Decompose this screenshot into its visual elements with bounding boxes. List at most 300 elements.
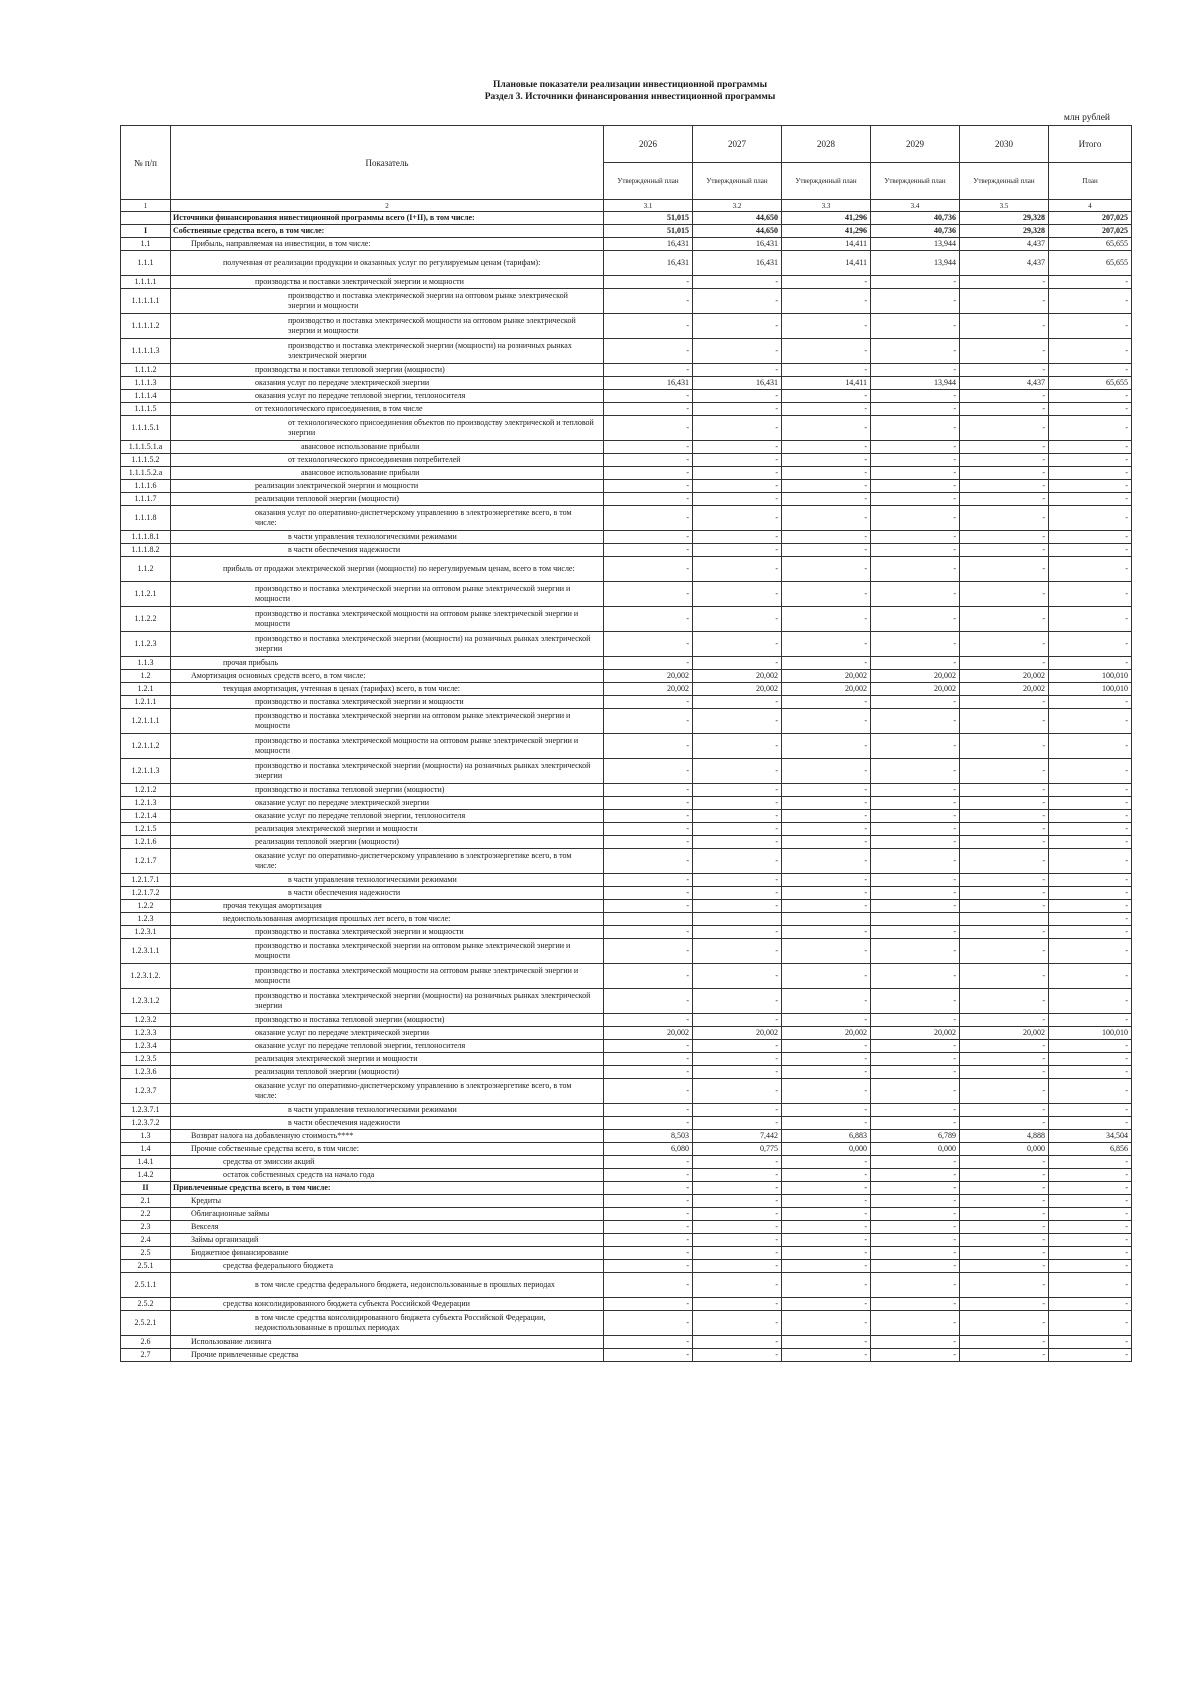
- col-number: 3.2: [693, 200, 782, 212]
- row-number: 1.3: [121, 1130, 171, 1143]
- row-number: 1.2.3.1.2.: [121, 964, 171, 989]
- row-label: Источники финансирования инвестиционной программы всего (I+II), в том числе:: [171, 212, 604, 225]
- row-total-value: -: [1049, 1040, 1132, 1053]
- row-year-value: -: [693, 632, 782, 657]
- table-row: [121, 683, 1132, 696]
- row-total-value: -: [1049, 1311, 1132, 1336]
- row-year-value: 8,503: [604, 1130, 693, 1143]
- row-year-value: 20,002: [960, 670, 1049, 683]
- row-year-value: 6,080: [604, 1143, 693, 1156]
- header-year: 2027: [693, 126, 782, 163]
- row-year-value: -: [604, 657, 693, 670]
- row-label: в части управления технологическими режимами: [171, 1104, 604, 1117]
- table-row: [121, 1311, 1132, 1336]
- row-label: полученная от реализации продукции и оказанных услуг по регулируемым ценам (тарифам):: [171, 251, 604, 276]
- row-year-value: 20,002: [871, 683, 960, 696]
- row-total-value: -: [1049, 1104, 1132, 1117]
- row-year-value: 20,002: [871, 1027, 960, 1040]
- row-label: реализации тепловой энергии (мощности): [171, 1066, 604, 1079]
- row-year-value: -: [960, 1273, 1049, 1298]
- row-year-value: -: [960, 632, 1049, 657]
- row-year-value: -: [693, 314, 782, 339]
- row-total-value: -: [1049, 289, 1132, 314]
- row-number: 1.2.2: [121, 900, 171, 913]
- row-number: 1.1.1.1.2: [121, 314, 171, 339]
- row-total-value: -: [1049, 493, 1132, 506]
- header-plan-type: Утвержденный план: [693, 163, 782, 200]
- table-row: [121, 454, 1132, 467]
- row-year-value: -: [871, 557, 960, 582]
- row-total-value: -: [1049, 810, 1132, 823]
- table-row: [121, 238, 1132, 251]
- row-total-value: -: [1049, 1336, 1132, 1349]
- row-year-value: -: [604, 759, 693, 784]
- table-row: [121, 390, 1132, 403]
- row-year-value: -: [693, 289, 782, 314]
- row-total-value: -: [1049, 531, 1132, 544]
- table-row: [121, 251, 1132, 276]
- row-year-value: -: [693, 797, 782, 810]
- row-total-value: 100,010: [1049, 670, 1132, 683]
- row-year-value: -: [693, 493, 782, 506]
- header-year: 2030: [960, 126, 1049, 163]
- row-year-value: -: [693, 339, 782, 364]
- row-year-value: -: [960, 836, 1049, 849]
- row-year-value: -: [960, 823, 1049, 836]
- row-label: производства и поставки тепловой энергии (мощности): [171, 364, 604, 377]
- row-label: Прибыль, направляемая на инвестиции, в том числе:: [171, 238, 604, 251]
- row-year-value: -: [693, 849, 782, 874]
- row-number: 2.2: [121, 1208, 171, 1221]
- row-year-value: -: [782, 1104, 871, 1117]
- row-year-value: -: [693, 557, 782, 582]
- row-total-value: -: [1049, 900, 1132, 913]
- row-year-value: -: [604, 1040, 693, 1053]
- row-year-value: -: [693, 1311, 782, 1336]
- row-year-value: -: [782, 964, 871, 989]
- row-year-value: 20,002: [693, 683, 782, 696]
- row-year-value: -: [604, 964, 693, 989]
- row-label: реализации электрической энергии и мощности: [171, 480, 604, 493]
- row-label: реализации тепловой энергии (мощности): [171, 493, 604, 506]
- row-label: авансовое использование прибыли: [171, 441, 604, 454]
- row-number: 1.4.2: [121, 1169, 171, 1182]
- row-year-value: -: [693, 810, 782, 823]
- row-year-value: -: [871, 657, 960, 670]
- row-year-value: 0,775: [693, 1143, 782, 1156]
- table-row: [121, 1040, 1132, 1053]
- table-row: [121, 1143, 1132, 1156]
- table-row: [121, 797, 1132, 810]
- row-year-value: -: [693, 544, 782, 557]
- row-year-value: -: [604, 900, 693, 913]
- row-year-value: -: [871, 493, 960, 506]
- row-year-value: -: [871, 849, 960, 874]
- row-year-value: 13,944: [871, 251, 960, 276]
- row-year-value: -: [604, 810, 693, 823]
- row-label: в части обеспечения надежности: [171, 1117, 604, 1130]
- table-row: [121, 964, 1132, 989]
- row-year-value: -: [871, 416, 960, 441]
- row-number: 1.2.1.1.2: [121, 734, 171, 759]
- row-year-value: -: [693, 823, 782, 836]
- row-year-value: -: [871, 874, 960, 887]
- col-number: 3.5: [960, 200, 1049, 212]
- row-year-value: -: [871, 1311, 960, 1336]
- row-year-value: -: [693, 1169, 782, 1182]
- row-number: 1.1.1.7: [121, 493, 171, 506]
- row-year-value: -: [960, 314, 1049, 339]
- row-number: 1.1.1.1.1: [121, 289, 171, 314]
- row-label: в части управления технологическими режимами: [171, 531, 604, 544]
- row-year-value: -: [960, 849, 1049, 874]
- row-label: оказания услуг по передаче электрической энергии: [171, 377, 604, 390]
- row-year-value: [782, 913, 871, 926]
- header-plan-type: Утвержденный план: [782, 163, 871, 200]
- row-year-value: -: [960, 1182, 1049, 1195]
- row-year-value: -: [604, 1234, 693, 1247]
- row-number: 1.2: [121, 670, 171, 683]
- row-year-value: -: [693, 1066, 782, 1079]
- col-number: 2: [171, 200, 604, 212]
- row-label: в части управления технологическими режимами: [171, 874, 604, 887]
- row-year-value: -: [693, 1273, 782, 1298]
- row-total-value: -: [1049, 696, 1132, 709]
- row-year-value: -: [871, 1234, 960, 1247]
- row-year-value: 4,888: [960, 1130, 1049, 1143]
- row-label: оказание услуг по передаче тепловой энергии, теплоносителя: [171, 1040, 604, 1053]
- row-year-value: -: [782, 607, 871, 632]
- row-year-value: -: [871, 467, 960, 480]
- row-number: 1.2.1.5: [121, 823, 171, 836]
- row-year-value: -: [782, 1117, 871, 1130]
- row-year-value: 51,015: [604, 225, 693, 238]
- table-row: [121, 1182, 1132, 1195]
- row-number: 1.2.3.7.1: [121, 1104, 171, 1117]
- row-label: авансовое использование прибыли: [171, 467, 604, 480]
- table-row: [121, 784, 1132, 797]
- col-number: 3.3: [782, 200, 871, 212]
- row-year-value: 6,789: [871, 1130, 960, 1143]
- row-year-value: 44,650: [693, 212, 782, 225]
- row-year-value: -: [960, 1014, 1049, 1027]
- row-year-value: -: [604, 416, 693, 441]
- row-year-value: -: [693, 506, 782, 531]
- row-total-value: -: [1049, 506, 1132, 531]
- row-total-value: -: [1049, 964, 1132, 989]
- row-total-value: -: [1049, 1053, 1132, 1066]
- row-year-value: -: [960, 1221, 1049, 1234]
- row-year-value: -: [693, 836, 782, 849]
- row-year-value: -: [960, 1040, 1049, 1053]
- row-number: 1.2.3.5: [121, 1053, 171, 1066]
- row-year-value: -: [871, 531, 960, 544]
- table-row: [121, 1336, 1132, 1349]
- row-number: 1.1.1.5.1: [121, 416, 171, 441]
- table-row: [121, 607, 1132, 632]
- table-row: [121, 1156, 1132, 1169]
- row-year-value: -: [871, 403, 960, 416]
- row-year-value: -: [871, 1156, 960, 1169]
- row-year-value: 6,883: [782, 1130, 871, 1143]
- row-number: [121, 212, 171, 225]
- row-year-value: -: [871, 810, 960, 823]
- row-label: Собственные средства всего, в том числе:: [171, 225, 604, 238]
- row-number: I: [121, 225, 171, 238]
- row-year-value: -: [960, 607, 1049, 632]
- row-year-value: 20,002: [693, 670, 782, 683]
- row-year-value: -: [871, 506, 960, 531]
- row-total-value: -: [1049, 276, 1132, 289]
- row-year-value: -: [782, 784, 871, 797]
- row-label: Привлеченные средства всего, в том числе:: [171, 1182, 604, 1195]
- row-year-value: 20,002: [782, 670, 871, 683]
- row-total-value: -: [1049, 1247, 1132, 1260]
- row-total-value: -: [1049, 1117, 1132, 1130]
- row-year-value: -: [782, 874, 871, 887]
- row-year-value: 0,000: [871, 1143, 960, 1156]
- row-year-value: -: [782, 926, 871, 939]
- row-year-value: -: [960, 364, 1049, 377]
- row-label: производство и поставка тепловой энергии (мощности): [171, 1014, 604, 1027]
- row-year-value: -: [782, 836, 871, 849]
- row-year-value: -: [693, 874, 782, 887]
- row-year-value: -: [604, 1221, 693, 1234]
- row-year-value: -: [871, 1349, 960, 1362]
- row-year-value: 16,431: [604, 377, 693, 390]
- row-year-value: -: [782, 454, 871, 467]
- row-year-value: -: [960, 810, 1049, 823]
- row-year-value: 40,736: [871, 212, 960, 225]
- row-number: 2.5.2.1: [121, 1311, 171, 1336]
- table-row: [121, 314, 1132, 339]
- row-year-value: 16,431: [693, 251, 782, 276]
- table-row: [121, 1221, 1132, 1234]
- row-number: 1.1: [121, 238, 171, 251]
- row-year-value: -: [960, 1195, 1049, 1208]
- row-label: средства федерального бюджета: [171, 1260, 604, 1273]
- row-total-value: -: [1049, 657, 1132, 670]
- row-year-value: -: [604, 797, 693, 810]
- row-year-value: -: [960, 480, 1049, 493]
- row-label: производство и поставка электрической энергии (мощности) на розничных рынках электрической энергии: [171, 989, 604, 1014]
- row-total-value: -: [1049, 1156, 1132, 1169]
- row-year-value: -: [693, 467, 782, 480]
- row-year-value: -: [960, 531, 1049, 544]
- row-year-value: -: [960, 926, 1049, 939]
- row-year-value: -: [871, 454, 960, 467]
- row-number: 1.2.3.6: [121, 1066, 171, 1079]
- table-row: [121, 276, 1132, 289]
- table-body: [121, 212, 1132, 1362]
- header-year: 2026: [604, 126, 693, 163]
- row-label: Облигационные займы: [171, 1208, 604, 1221]
- row-year-value: -: [960, 276, 1049, 289]
- row-number: 1.4: [121, 1143, 171, 1156]
- row-year-value: 13,944: [871, 377, 960, 390]
- table-row: [121, 480, 1132, 493]
- row-number: 1.1.1: [121, 251, 171, 276]
- row-year-value: 20,002: [782, 1027, 871, 1040]
- row-year-value: -: [871, 784, 960, 797]
- row-year-value: -: [782, 759, 871, 784]
- row-year-value: -: [871, 1208, 960, 1221]
- row-number: 1.1.1.5.2: [121, 454, 171, 467]
- row-year-value: -: [782, 339, 871, 364]
- row-year-value: -: [782, 696, 871, 709]
- row-year-value: 29,328: [960, 212, 1049, 225]
- row-year-value: -: [871, 709, 960, 734]
- row-year-value: -: [693, 784, 782, 797]
- row-number: 2.5.1: [121, 1260, 171, 1273]
- unit-label: млн рублей: [1063, 113, 1110, 123]
- row-year-value: -: [782, 390, 871, 403]
- row-year-value: -: [604, 1053, 693, 1066]
- table-row: [121, 1066, 1132, 1079]
- row-number: 1.2.1.7.2: [121, 887, 171, 900]
- row-year-value: -: [693, 403, 782, 416]
- row-year-value: -: [782, 709, 871, 734]
- row-total-value: -: [1049, 709, 1132, 734]
- row-total-value: -: [1049, 1169, 1132, 1182]
- row-number: II: [121, 1182, 171, 1195]
- row-year-value: -: [960, 441, 1049, 454]
- row-year-value: -: [604, 874, 693, 887]
- table-row: [121, 1169, 1132, 1182]
- row-year-value: -: [782, 1169, 871, 1182]
- row-year-value: -: [782, 1349, 871, 1362]
- row-number: 2.4: [121, 1234, 171, 1247]
- row-year-value: 20,002: [960, 683, 1049, 696]
- row-label: Бюджетное финансирование: [171, 1247, 604, 1260]
- row-year-value: -: [782, 797, 871, 810]
- header-plan-type: Утвержденный план: [871, 163, 960, 200]
- row-year-value: -: [871, 1247, 960, 1260]
- table-row: [121, 289, 1132, 314]
- row-year-value: -: [960, 1234, 1049, 1247]
- row-year-value: -: [604, 784, 693, 797]
- row-year-value: 41,296: [782, 212, 871, 225]
- table-row: [121, 709, 1132, 734]
- header-plan-type: Утвержденный план: [604, 163, 693, 200]
- row-year-value: 20,002: [693, 1027, 782, 1040]
- header-year: 2029: [871, 126, 960, 163]
- row-year-value: -: [871, 1260, 960, 1273]
- section-title: Раздел 3. Источники финансирования инвестиционной программы: [484, 92, 776, 102]
- row-number: 2.5.2: [121, 1298, 171, 1311]
- row-year-value: -: [871, 339, 960, 364]
- row-number: 1.1.1.8.1: [121, 531, 171, 544]
- row-number: 1.2.1.1.1: [121, 709, 171, 734]
- row-year-value: -: [871, 1273, 960, 1298]
- row-label: Прочие собственные средства всего, в том числе:: [171, 1143, 604, 1156]
- table-row: [121, 1273, 1132, 1298]
- row-year-value: -: [871, 823, 960, 836]
- row-year-value: -: [604, 939, 693, 964]
- financing-sources-table: [120, 125, 1132, 1362]
- row-year-value: -: [693, 607, 782, 632]
- row-label: прочая прибыль: [171, 657, 604, 670]
- row-label: оказания услуг по передаче тепловой энергии, теплоносителя: [171, 390, 604, 403]
- row-year-value: -: [604, 390, 693, 403]
- row-year-value: -: [604, 734, 693, 759]
- row-year-value: -: [693, 1208, 782, 1221]
- row-year-value: -: [693, 1104, 782, 1117]
- row-number: 1.2.3.3: [121, 1027, 171, 1040]
- row-number: 1.2.1.3: [121, 797, 171, 810]
- row-total-value: -: [1049, 1066, 1132, 1079]
- row-number: 1.2.3.4: [121, 1040, 171, 1053]
- row-label: оказание услуг по передаче электрической энергии: [171, 797, 604, 810]
- row-total-value: -: [1049, 1014, 1132, 1027]
- row-year-value: 0,000: [960, 1143, 1049, 1156]
- row-year-value: -: [604, 1104, 693, 1117]
- header-row-years: [121, 126, 1132, 163]
- row-year-value: -: [871, 632, 960, 657]
- row-year-value: -: [871, 926, 960, 939]
- row-number: 2.6: [121, 1336, 171, 1349]
- row-year-value: -: [871, 480, 960, 493]
- row-year-value: -: [871, 1336, 960, 1349]
- row-year-value: 51,015: [604, 212, 693, 225]
- row-label: от технологического присоединения объектов по производству электрической и тепловой энергии: [171, 416, 604, 441]
- row-year-value: -: [960, 289, 1049, 314]
- row-number: 1.1.3: [121, 657, 171, 670]
- row-year-value: -: [960, 1066, 1049, 1079]
- table-row: [121, 557, 1132, 582]
- row-number: 2.1: [121, 1195, 171, 1208]
- row-year-value: -: [782, 734, 871, 759]
- row-year-value: -: [871, 314, 960, 339]
- row-number: 1.1.1.3: [121, 377, 171, 390]
- row-label: производство и поставка электрической мощности на оптовом рынке электрической энергии и мощности: [171, 734, 604, 759]
- row-year-value: 20,002: [604, 683, 693, 696]
- row-year-value: -: [871, 1053, 960, 1066]
- row-label: текущая амортизация, учтенная в ценах (тарифах) всего, в том числе:: [171, 683, 604, 696]
- row-year-value: -: [693, 1195, 782, 1208]
- row-year-value: -: [604, 926, 693, 939]
- table-row: [121, 696, 1132, 709]
- row-year-value: -: [782, 364, 871, 377]
- row-year-value: -: [604, 1260, 693, 1273]
- table-row: [121, 810, 1132, 823]
- row-label: производство и поставка электрической мощности на оптовом рынке электрической энергии и мощности: [171, 314, 604, 339]
- row-year-value: -: [960, 709, 1049, 734]
- row-year-value: -: [693, 480, 782, 493]
- row-year-value: -: [782, 557, 871, 582]
- row-year-value: -: [871, 887, 960, 900]
- row-total-value: -: [1049, 1182, 1132, 1195]
- row-number: 1.1.1.5: [121, 403, 171, 416]
- row-year-value: -: [604, 506, 693, 531]
- row-year-value: -: [960, 657, 1049, 670]
- table-row: [121, 887, 1132, 900]
- row-year-value: -: [693, 276, 782, 289]
- row-year-value: -: [782, 1234, 871, 1247]
- row-year-value: -: [960, 454, 1049, 467]
- row-year-value: -: [604, 544, 693, 557]
- row-year-value: -: [604, 441, 693, 454]
- row-year-value: -: [604, 836, 693, 849]
- row-year-value: -: [960, 1260, 1049, 1273]
- row-label: производство и поставка электрической энергии (мощности) на розничных рынках электрической энергии: [171, 759, 604, 784]
- row-year-value: -: [604, 1298, 693, 1311]
- row-number: 1.2.3.1: [121, 926, 171, 939]
- row-year-value: -: [782, 1053, 871, 1066]
- table-row: [121, 1117, 1132, 1130]
- row-year-value: 20,002: [871, 670, 960, 683]
- row-total-value: -: [1049, 913, 1132, 926]
